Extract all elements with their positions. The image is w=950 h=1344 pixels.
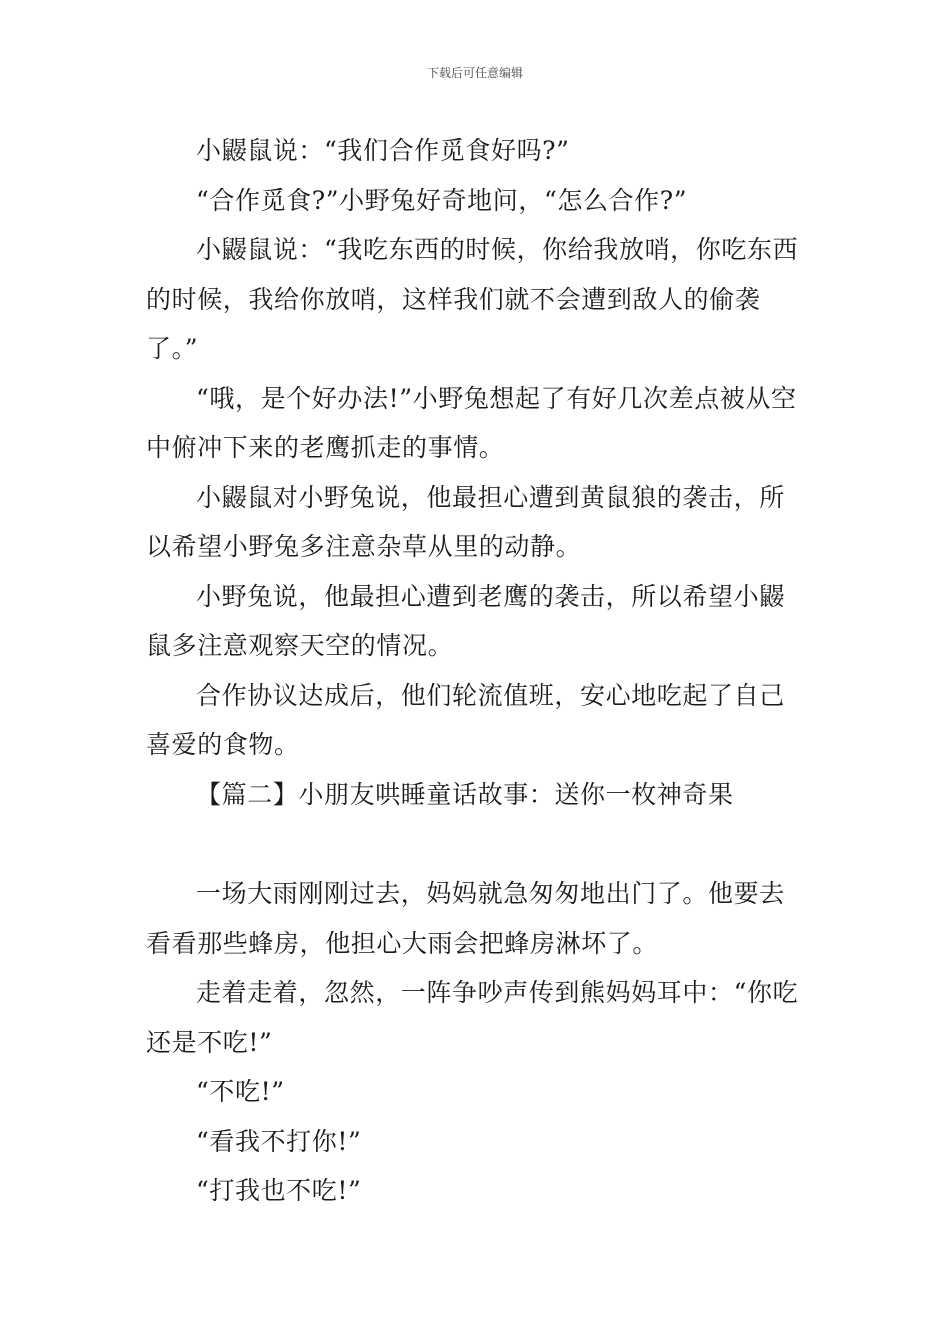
- paragraph: “看我不打你!”: [196, 1126, 362, 1156]
- document-body: [146, 126, 810, 1216]
- page-header-note: 下载后可任意编辑: [426, 66, 523, 80]
- paragraph: “合作觅食?”小野兔好奇地问，“怎么合作?”: [196, 185, 688, 215]
- paragraph: 合作协议达成后，他们轮流值班，安心地吃起了自己喜爱的食物。: [146, 680, 785, 759]
- paragraph: 小鼹鼠说：“我们合作觅食好吗?”: [196, 136, 570, 165]
- paragraph: 小鼹鼠对小野兔说，他最担心遭到黄鼠狼的袭击，所以希望小野兔多注意杂草从里的动静。: [146, 482, 785, 561]
- paragraph: “打我也不吃!”: [196, 1176, 362, 1205]
- blank-line: [146, 819, 810, 869]
- paragraph: 一场大雨刚刚过去，妈妈就急匆匆地出门了。他要去看看那些蜂房，他担心大雨会把蜂房淋坏了。: [146, 879, 785, 958]
- paragraph: “不吃!”: [196, 1077, 285, 1106]
- paragraph: 小鼹鼠说：“我吃东西的时候，你给我放哨，你吃东西的时候，我给你放哨，这样我们就不会遭到敌人的偷袭了。”: [146, 235, 799, 363]
- paragraph: “哦，是个好办法!”小野兔想起了有好几次差点被从空中俯冲下来的老鹰抓走的事情。: [146, 383, 797, 462]
- paragraph: 小野兔说，他最担心遭到老鹰的袭击，所以希望小鼹鼠多注意观察天空的情况。: [146, 581, 785, 660]
- section-heading: 【篇二】小朋友哄睡童话故事：送你一枚神奇果: [196, 779, 734, 809]
- paragraph: 走着走着，忽然，一阵争吵声传到熊妈妈耳中：“你吃还是不吃!”: [146, 978, 799, 1057]
